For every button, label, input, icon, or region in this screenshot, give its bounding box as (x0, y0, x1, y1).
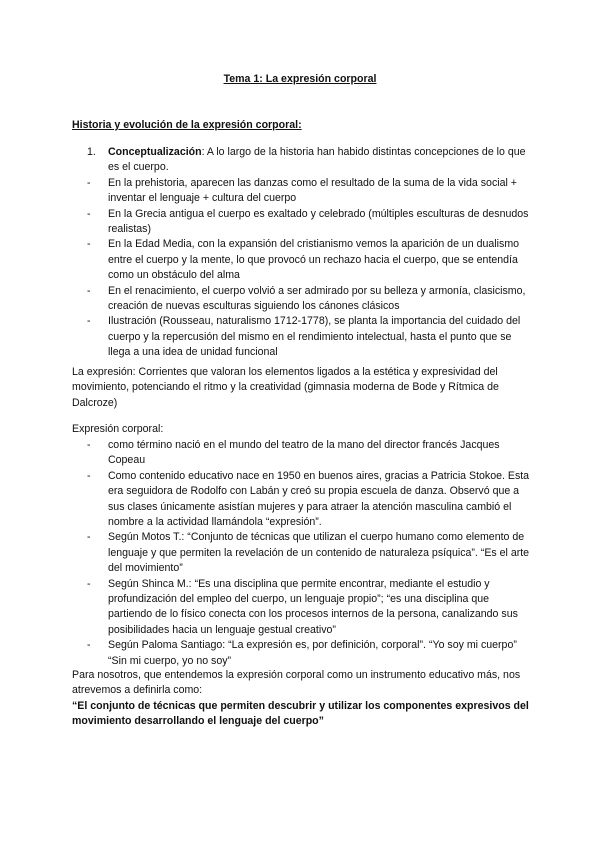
list-marker: 1. (87, 146, 96, 158)
list-item-text: como término nació en el mundo del teatro de la mano del director francés Jacques Copeau (108, 439, 500, 467)
section-heading: Historia y evolución de la expresión corporal: (72, 119, 302, 131)
list-marker: - (87, 577, 91, 590)
list-item (87, 438, 532, 469)
list-item (87, 207, 532, 238)
list-marker: - (87, 238, 91, 251)
list-marker: - (87, 207, 91, 220)
list-item-text: : A lo largo de la historia han habido distintas concepciones de lo que es el cuerpo. (108, 146, 526, 174)
list-item-text: En el renacimiento, el cuerpo volvió a ser admirado por su belleza y armonía, clasicismo, creación de nuevas esculturas siguiendo los cánones clásicos (108, 284, 526, 313)
list-marker: - (87, 639, 91, 652)
page-title: Tema 1: La expresión corporal (223, 73, 377, 85)
list-item (87, 145, 532, 176)
list-marker: - (87, 531, 91, 544)
list-item (87, 638, 532, 669)
list-marker: - (87, 176, 91, 189)
list-item-text: Como contenido educativo nace en 1950 en buenos aires, gracias a Patricia Stokoe. Esta era seguidora de Rodolfo con Labán y creó su propia escuela de danza. Observó que a sus clases únicamente asistían mujeres y para atraer la atención masculina cambió el nombre a la actividad llamándola “expresión”. (108, 469, 530, 529)
list-item (87, 530, 532, 576)
list-item-text: En la Edad Media, con la expansión del cristianismo vemos la aparición de un dualismo entre el cuerpo y la mente, lo que provocó un rechazo hacia el cuerpo, que se entendía como un obstáculo del alma (108, 238, 520, 282)
list-item-text: Según Shinca M.: “Es una disciplina que permite encontrar, mediante el estudio y profundización del empleo del cuerpo, un lenguaje propio”; “es una disciplina que partiendo de lo físico conecta con los procesos internos de la persona, canalizando sus posibilidades hacia un lenguaje gestual creativo” (108, 577, 518, 636)
list-item-text: En la prehistoria, aparecen las danzas como el resultado de la suma de la vida social + inventar el lenguaje + cultura del cuerpo (108, 176, 517, 205)
list-marker: - (87, 439, 91, 451)
list-item-text: En la Grecia antigua el cuerpo es exaltado y celebrado (múltiples esculturas de desnudos realistas) (108, 207, 529, 236)
list-item-text: Ilustración (Rousseau, naturalismo 1712-1778), se planta la importancia del cuidado del cuerpo y la repercusión del mismo en el rendimiento intelectual, hasta el punto que se llega a una idea de unidad funcional (108, 315, 521, 359)
closing-section (72, 668, 532, 730)
list-item-text: Según Motos T.: “Conjunto de técnicas que utilizan el cuerpo humano como elemento de lenguaje y que permiten la revelación de un contenido de naturaleza psíquica”. “Es el arte del movimiento” (108, 531, 530, 575)
list-item (87, 314, 532, 360)
corporal-list (87, 438, 532, 669)
expresion-paragraph: La expresión: Corrientes que valoran los elementos ligados a la estética y expresividad del movimiento, potenciando el ritmo y la creatividad (gimnasia moderna de Bode y Rítmica de Dalcroze) (72, 366, 499, 409)
list-item (87, 577, 532, 639)
list-item-text: Según Paloma Santiago: “La expresión es, por definición, corporal”. “Yo soy mi cuerpo” “Sin mi cuerpo, yo no soy” (108, 639, 517, 667)
list-item (87, 284, 532, 315)
list-item (87, 469, 532, 531)
closing-quote: “El conjunto de técnicas que permiten descubrir y utilizar los componentes expresivos del movimiento desarrollando el lenguaje del cuerpo” (72, 699, 529, 728)
list-item-bold: Conceptualización (108, 146, 202, 158)
list-marker: - (87, 469, 91, 482)
list-item (87, 237, 532, 283)
closing-paragraph: Para nosotros, que entendemos la expresión corporal como un instrumento educativo más, nos atrevemos a definirla como: (72, 669, 521, 697)
list-marker: - (87, 315, 91, 328)
history-list (87, 145, 532, 361)
list-item (87, 176, 532, 207)
corporal-heading: Expresión corporal: (72, 423, 164, 435)
list-marker: - (87, 284, 91, 297)
